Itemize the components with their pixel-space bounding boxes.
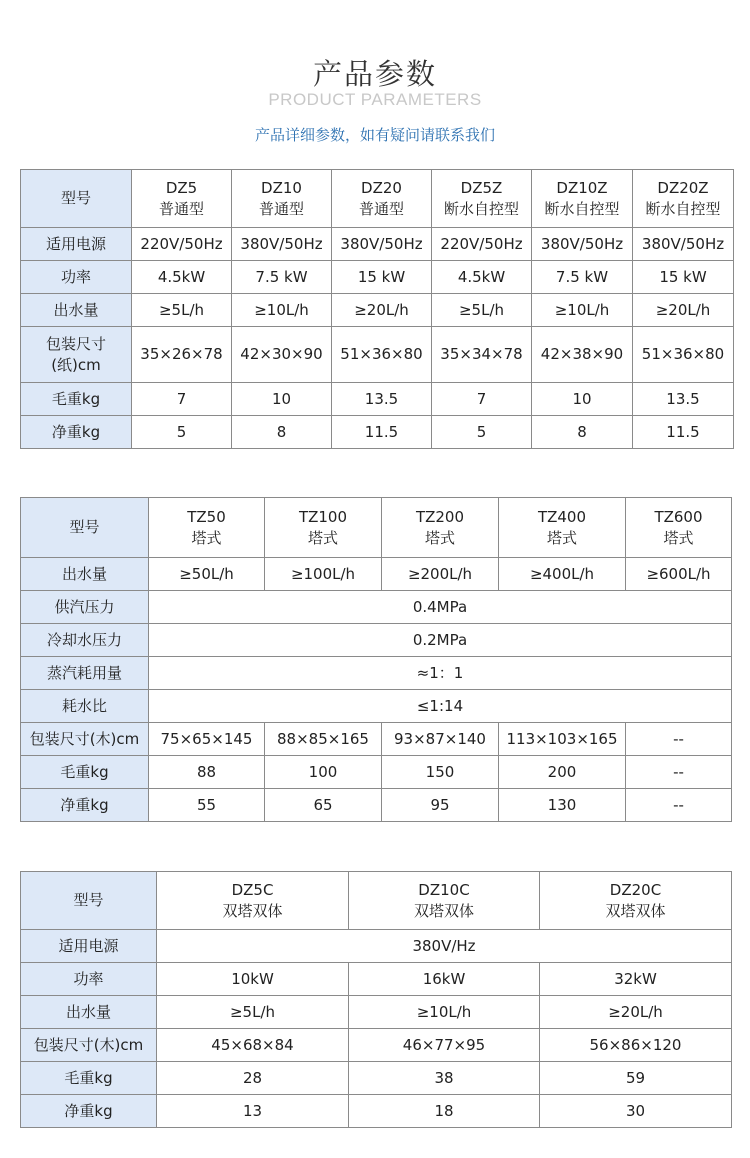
table-cell: ≥20L/h (540, 996, 732, 1029)
model-code: TZ600 (654, 507, 703, 526)
table-cell: ≥600L/h (626, 558, 732, 591)
table-cell: 10kW (157, 963, 349, 996)
model-cell (232, 170, 332, 228)
table-cell: -- (626, 789, 732, 822)
model-type: 双塔双体 (413, 901, 474, 920)
row-label: 包装尺寸(木)cm (21, 723, 149, 756)
table-row (21, 170, 734, 228)
model-type: 塔式 (307, 528, 338, 547)
row-label: 毛重kg (21, 1062, 157, 1095)
table-cell: 15 kW (332, 261, 432, 294)
table-cell: ≥20L/h (332, 294, 432, 327)
table-row (21, 261, 734, 294)
parameters-table-dz (20, 169, 734, 449)
model-type: 普通型 (258, 199, 304, 218)
table-row (21, 930, 732, 963)
model-code: DZ20Z (657, 178, 709, 197)
row-label: 型号 (21, 872, 157, 930)
table-cell: 380V/50Hz (232, 228, 332, 261)
table-cell: 13 (157, 1095, 349, 1128)
table-row (21, 327, 734, 383)
table-row (21, 558, 732, 591)
table-cell: ≥200L/h (382, 558, 499, 591)
table-cell: 13.5 (332, 383, 432, 416)
table-row (21, 624, 732, 657)
table-cell: 15 kW (633, 261, 734, 294)
table-cell: ≥10L/h (232, 294, 332, 327)
table-row (21, 383, 734, 416)
row-label: 耗水比 (21, 690, 149, 723)
model-code: DZ5C (231, 880, 274, 899)
table-cell: ≥100L/h (265, 558, 382, 591)
model-type: 断水自控型 (544, 199, 620, 218)
table-cell-merged: ≤1:14 (149, 690, 732, 723)
table-cell: 4.5kW (132, 261, 232, 294)
table-cell: 10 (532, 383, 633, 416)
table-row (21, 723, 732, 756)
table-cell: 28 (157, 1062, 349, 1095)
table-row (21, 963, 732, 996)
model-code: TZ50 (187, 507, 226, 526)
model-cell (265, 498, 382, 558)
model-cell (532, 170, 633, 228)
table-cell: 75×65×145 (149, 723, 265, 756)
table-cell: 18 (349, 1095, 540, 1128)
table-cell: 38 (349, 1062, 540, 1095)
table-cell: 42×38×90 (532, 327, 633, 383)
table-row (21, 498, 732, 558)
model-cell (332, 170, 432, 228)
table-cell: ≥400L/h (499, 558, 626, 591)
table-cell: 7.5 kW (532, 261, 633, 294)
table-cell: 42×30×90 (232, 327, 332, 383)
row-label: 包装尺寸(木)cm (21, 1029, 157, 1062)
model-cell (633, 170, 734, 228)
parameters-table-tz (20, 497, 732, 822)
page-title: 产品参数 (312, 57, 437, 91)
row-label: 净重kg (21, 416, 132, 449)
table-cell: 8 (232, 416, 332, 449)
model-cell (540, 872, 732, 930)
table-cell: 65 (265, 789, 382, 822)
table-cell: 5 (132, 416, 232, 449)
table-row (21, 872, 732, 930)
model-type: 塔式 (191, 528, 222, 547)
table-cell: 55 (149, 789, 265, 822)
table-row (21, 690, 732, 723)
table-cell: 30 (540, 1095, 732, 1128)
model-code: TZ100 (298, 507, 348, 526)
table-cell: 4.5kW (432, 261, 532, 294)
table-row (21, 657, 732, 690)
model-type: 塔式 (424, 528, 455, 547)
table-cell-merged: ≈1：1 (149, 657, 732, 690)
row-label: 供汽压力 (21, 591, 149, 624)
row-label: 毛重kg (21, 756, 149, 789)
row-label: 出水量 (21, 996, 157, 1029)
row-label: 型号 (21, 498, 149, 558)
row-label: 功率 (21, 963, 157, 996)
table-cell-merged: 380V/Hz (157, 930, 732, 963)
row-label: 净重kg (21, 789, 149, 822)
table-cell: 51×36×80 (633, 327, 734, 383)
model-type: 塔式 (546, 528, 577, 547)
table-row (21, 1029, 732, 1062)
model-type: 断水自控型 (443, 199, 519, 218)
table-cell: 8 (532, 416, 633, 449)
table-cell: 7.5 kW (232, 261, 332, 294)
row-label: 功率 (21, 261, 132, 294)
table-cell: 88 (149, 756, 265, 789)
table-cell: 11.5 (633, 416, 734, 449)
row-label-line1: 包装尺寸 (45, 334, 106, 353)
table-cell: 56×86×120 (540, 1029, 732, 1062)
table-cell: ≥50L/h (149, 558, 265, 591)
table-cell: 200 (499, 756, 626, 789)
table-cell: 13.5 (633, 383, 734, 416)
model-type: 塔式 (663, 528, 694, 547)
table-cell: 46×77×95 (349, 1029, 540, 1062)
table-row (21, 756, 732, 789)
page-subtitle: PRODUCT PARAMETERS (268, 90, 482, 109)
table-cell: 95 (382, 789, 499, 822)
table-cell: 16kW (349, 963, 540, 996)
model-type: 普通型 (158, 199, 204, 218)
model-code: DZ20C (609, 880, 662, 899)
table-cell: 7 (132, 383, 232, 416)
table-cell: ≥10L/h (532, 294, 633, 327)
model-code: DZ5 (165, 178, 198, 197)
model-code: DZ10 (261, 178, 302, 197)
model-cell (149, 498, 265, 558)
model-code: DZ10C (418, 880, 470, 899)
table-row (21, 1062, 732, 1095)
model-cell (432, 170, 532, 228)
table-cell: 130 (499, 789, 626, 822)
table-cell: 220V/50Hz (132, 228, 232, 261)
table-row (21, 789, 732, 822)
table-row (21, 294, 734, 327)
table-cell: 32kW (540, 963, 732, 996)
table-cell: ≥5L/h (132, 294, 232, 327)
row-label (21, 327, 132, 383)
row-label: 适用电源 (21, 930, 157, 963)
model-type: 双塔双体 (222, 901, 283, 920)
table-row (21, 591, 732, 624)
table-cell: ≥10L/h (349, 996, 540, 1029)
row-label: 出水量 (21, 558, 149, 591)
table-cell: 35×34×78 (432, 327, 532, 383)
model-code: TZ200 (415, 507, 465, 526)
table-cell: 100 (265, 756, 382, 789)
table-cell: 59 (540, 1062, 732, 1095)
table-cell: 380V/50Hz (633, 228, 734, 261)
model-type: 普通型 (358, 199, 404, 218)
table-cell: 93×87×140 (382, 723, 499, 756)
model-code: TZ400 (537, 507, 587, 526)
row-label: 型号 (21, 170, 132, 228)
table-cell: 10 (232, 383, 332, 416)
model-code: DZ10Z (556, 178, 608, 197)
table-row (21, 1095, 732, 1128)
model-type: 断水自控型 (645, 199, 721, 218)
table-cell-merged: 0.2MPa (149, 624, 732, 657)
parameters-table-dzc (20, 871, 732, 1128)
row-label: 冷却水压力 (21, 624, 149, 657)
table-cell: 88×85×165 (265, 723, 382, 756)
model-cell (626, 498, 732, 558)
table-cell: ≥5L/h (157, 996, 349, 1029)
table-cell: 11.5 (332, 416, 432, 449)
row-label: 毛重kg (21, 383, 132, 416)
model-code: DZ20 (361, 178, 402, 197)
table-cell: -- (626, 723, 732, 756)
model-cell (132, 170, 232, 228)
model-cell (349, 872, 540, 930)
table-cell: 35×26×78 (132, 327, 232, 383)
table-cell: 7 (432, 383, 532, 416)
table-row (21, 996, 732, 1029)
table-row (21, 416, 734, 449)
table-cell: 380V/50Hz (332, 228, 432, 261)
table-row (21, 228, 734, 261)
row-label: 适用电源 (21, 228, 132, 261)
row-label: 出水量 (21, 294, 132, 327)
page-tagline: 产品详细参数，如有疑问请联系我们 (254, 126, 495, 144)
table-cell: 220V/50Hz (432, 228, 532, 261)
table-cell: 113×103×165 (499, 723, 626, 756)
model-type: 双塔双体 (605, 901, 666, 920)
table-cell: 150 (382, 756, 499, 789)
table-cell-merged: 0.4MPa (149, 591, 732, 624)
table-cell: 45×68×84 (157, 1029, 349, 1062)
table-cell: ≥20L/h (633, 294, 734, 327)
row-label: 净重kg (21, 1095, 157, 1128)
table-cell: 51×36×80 (332, 327, 432, 383)
row-label: 蒸汽耗用量 (21, 657, 149, 690)
row-label-line2: (纸)cm (51, 355, 101, 374)
model-code: DZ5Z (460, 178, 503, 197)
table-cell: 380V/50Hz (532, 228, 633, 261)
model-cell (499, 498, 626, 558)
model-cell (382, 498, 499, 558)
table-cell: -- (626, 756, 732, 789)
model-cell (157, 872, 349, 930)
table-cell: ≥5L/h (432, 294, 532, 327)
table-cell: 5 (432, 416, 532, 449)
